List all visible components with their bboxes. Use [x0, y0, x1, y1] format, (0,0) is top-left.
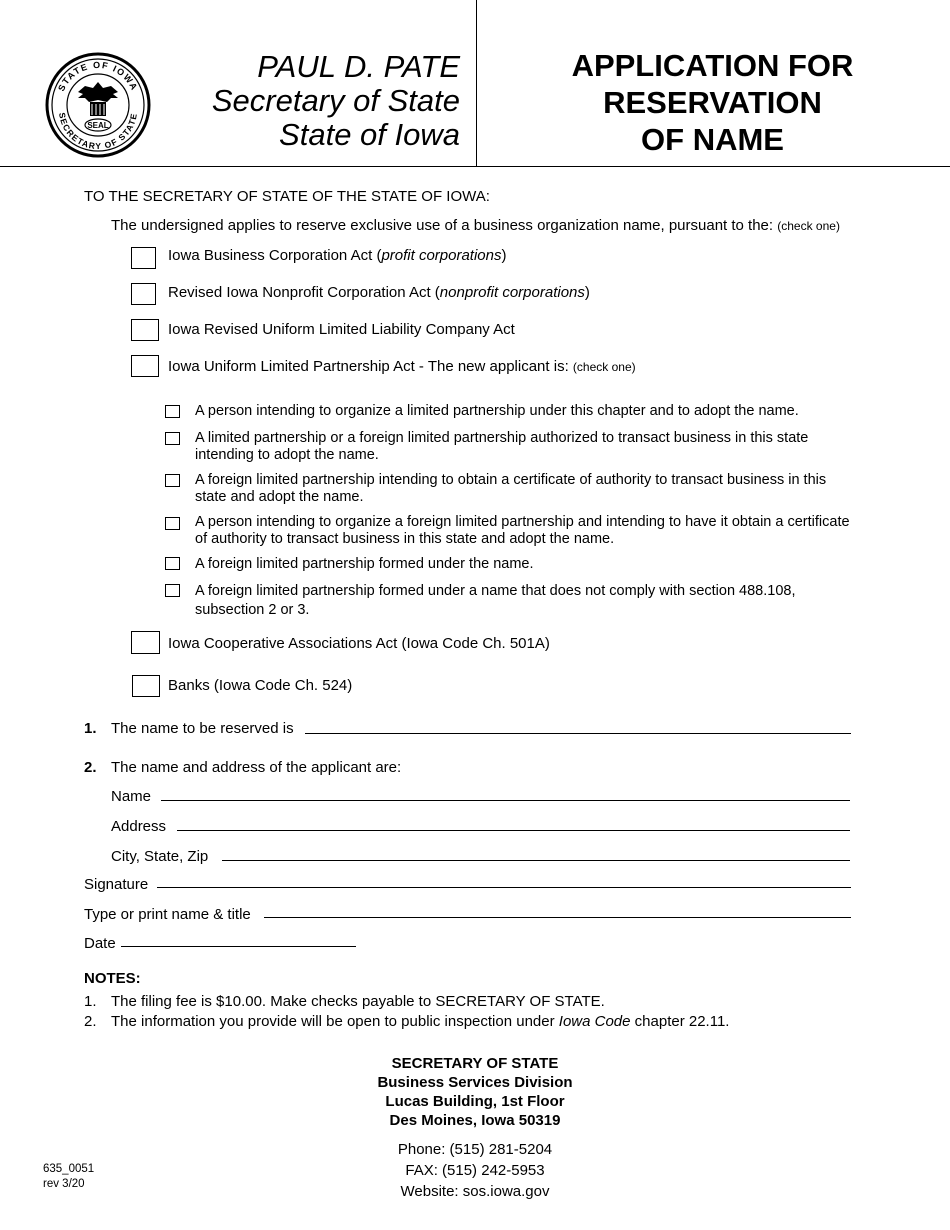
act-banks: Banks (Iowa Code Ch. 524): [168, 677, 353, 694]
act-business-corporation: Iowa Business Corporation Act (profit corporations): [168, 247, 507, 264]
signature-field[interactable]: [157, 887, 851, 888]
official-title: Secretary of State: [211, 83, 460, 118]
signature-label: Signature: [84, 876, 149, 893]
act-limited-partnership: Iowa Uniform Limited Partnership Act - The new applicant is: (check one): [168, 358, 636, 375]
notes-heading: NOTES:: [84, 970, 141, 987]
office-contact: Phone: (515) 281-5204 FAX: (515) 242-5953 Website: sos.iowa.gov: [300, 1139, 650, 1202]
state-seal-logo: [45, 52, 151, 158]
applicant-name-field[interactable]: [161, 800, 850, 801]
question-1-label: The name to be reserved is: [111, 720, 294, 737]
checkbox-lp-option-3[interactable]: [165, 474, 180, 487]
applicant-city-label: City, State, Zip: [111, 848, 209, 865]
intro-statement: The undersigned applies to reserve exclusive use of a business organization name, pursuant to the: (check one): [111, 217, 840, 234]
header-divider: [476, 0, 477, 167]
question-2-label: The name and address of the applicant are:: [111, 759, 402, 776]
applicant-address-label: Address: [111, 818, 167, 835]
applicant-city-field[interactable]: [222, 860, 850, 861]
official-name: PAUL D. PATE: [257, 49, 460, 84]
lp-option-6: A foreign limited partnership formed under a name that does not comply with section 488.108, subsection 2 or 3.: [195, 583, 796, 618]
checkbox-business-corporation[interactable]: [131, 247, 156, 269]
lp-option-1: A person intending to organize a limited partnership under this chapter and to adopt the name.: [195, 403, 799, 419]
official-state: State of Iowa: [279, 117, 460, 152]
checkbox-lp-option-2[interactable]: [165, 432, 180, 445]
note-1-number: 1.: [84, 993, 97, 1010]
applicant-address-field[interactable]: [177, 830, 850, 831]
header-rule: [0, 166, 950, 167]
form-title: APPLICATION FOR RESERVATION OF NAME: [571, 48, 854, 157]
reserved-name-field[interactable]: [305, 733, 851, 734]
act-llc: Iowa Revised Uniform Limited Liability Company Act: [168, 321, 515, 338]
svg-text:STATE OF IOWA: STATE OF IOWA: [56, 59, 140, 93]
checkbox-llc[interactable]: [131, 319, 159, 341]
lp-option-3: A foreign limited partnership intending to obtain a certificate of authority to transact business in this state and adopt the name.: [195, 472, 827, 505]
form-revision: rev 3/20: [43, 1178, 85, 1190]
checkbox-lp-option-1[interactable]: [165, 405, 180, 418]
date-field[interactable]: [121, 946, 356, 947]
checkbox-lp-option-6[interactable]: [165, 584, 180, 597]
date-label: Date: [84, 935, 116, 952]
checkbox-lp-option-5[interactable]: [165, 557, 180, 570]
form-code: 635_0051: [43, 1163, 95, 1175]
office-address: SECRETARY OF STATE Business Services Division Lucas Building, 1st Floor Des Moines, Iowa 50319: [377, 1055, 573, 1129]
checkbox-limited-partnership[interactable]: [131, 355, 159, 377]
print-name-field[interactable]: [264, 917, 851, 918]
checkbox-nonprofit-corporation[interactable]: [131, 283, 156, 305]
lp-option-2: A limited partnership or a foreign limited partnership authorized to transact business in this state intending to adopt the name.: [195, 430, 809, 463]
website-link: Website: sos.iowa.gov: [400, 1183, 550, 1200]
act-cooperative: Iowa Cooperative Associations Act (Iowa Code Ch. 501A): [168, 635, 550, 652]
svg-text:SECRETARY OF STATE: SECRETARY OF STATE: [56, 111, 140, 152]
note-1: The filing fee is $10.00. Make checks payable to SECRETARY OF STATE.: [111, 993, 605, 1010]
checkbox-lp-option-4[interactable]: [165, 517, 180, 530]
lp-option-4: A person intending to organize a foreign limited partnership and intending to have it obtain a certificate of authority to transact business in this state and adopt the name.: [195, 514, 850, 547]
question-1-number: 1.: [84, 720, 97, 737]
svg-text:SEAL: SEAL: [87, 121, 109, 130]
print-name-label: Type or print name & title: [84, 906, 251, 923]
applicant-name-label: Name: [111, 788, 152, 805]
checkbox-banks[interactable]: [132, 675, 160, 697]
addressee: TO THE SECRETARY OF STATE OF THE STATE OF IOWA:: [84, 188, 490, 205]
note-2: The information you provide will be open to public inspection under Iowa Code chapter 22.11.: [111, 1013, 730, 1030]
lp-option-5: A foreign limited partnership formed under the name.: [195, 556, 534, 572]
question-2-number: 2.: [84, 759, 97, 776]
checkbox-cooperative[interactable]: [131, 631, 160, 654]
act-nonprofit-corporation: Revised Iowa Nonprofit Corporation Act (nonprofit corporations): [168, 284, 590, 301]
note-2-number: 2.: [84, 1013, 97, 1030]
